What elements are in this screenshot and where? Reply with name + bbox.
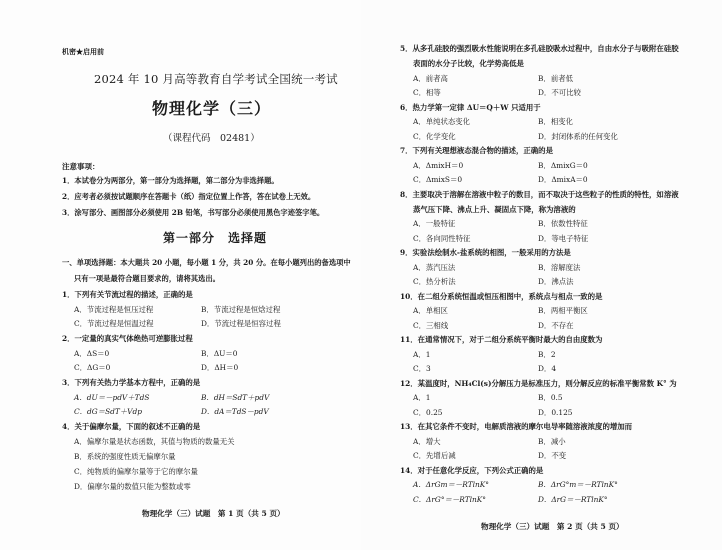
question-9-stem: 9．实验法绘制水-盐系统的相图，一般采用的方法是 [400, 248, 571, 257]
question-8-option-a: A．一般特征 [413, 219, 456, 228]
question-12-option-b: B．0.5 [538, 393, 563, 402]
question-14-stem: 14．对于任意化学反应，下列公式正确的是 [400, 466, 544, 475]
question-3-stem: 3．下列有关热力学基本方程中，正确的是 [62, 378, 201, 387]
question-1-option-b: B．节流过程是恒焓过程 [201, 305, 281, 314]
question-2-option-d: D．ΔH＝0 [201, 363, 239, 372]
question-5-option-a: A．前者高 [413, 74, 448, 83]
question-7-option-d: D．ΔmixA＝0 [538, 175, 588, 184]
question-9-option-c: C．热分析法 [413, 277, 456, 286]
question-3-option-a: A．dU＝－pdV＋TdS [74, 393, 150, 402]
note-1: 1．本试卷分为两部分，第一部分为选择题，第二部分为非选择题。 [62, 176, 279, 185]
question-1-option-d: D．节流过程是恒容过程 [201, 319, 281, 328]
question-13-option-a: A．增大 [413, 437, 441, 446]
question-11-stem: 11．在通常情况下，对于二组分系统平衡时最大的自由度数为 [400, 335, 603, 344]
question-8-option-c: C．各向同性特征 [413, 234, 471, 243]
question-14-option-c: C．ΔrG°＝－RTlnK° [413, 495, 487, 504]
question-8-stem-line-2: 蒸气压下降、沸点上升、凝固点下降，称为溶液的 [413, 205, 576, 214]
notes-heading: 注意事项： [62, 162, 100, 171]
question-2-option-a: A．ΔS＝0 [74, 349, 110, 358]
question-4-option-b: B．系统的强度性质无偏摩尔量 [74, 452, 176, 461]
question-11-option-d: D．4 [538, 364, 557, 373]
question-14-option-b: B．ΔrG°m＝－RTlnK° [538, 480, 618, 489]
question-11-option-b: B．2 [538, 350, 556, 359]
question-13-option-c: C．先增后减 [413, 451, 456, 460]
section-intro-line-1: 一、单项选择题：本大题共 20 小题，每小题 1 分，共 20 分。在每小题列出的备选项中 [62, 258, 351, 267]
question-3-option-b: B．dH＝SdT＋pdV [201, 393, 270, 402]
question-6-stem: 6．热力学第一定律 ΔU＝Q＋W 只适用于 [400, 103, 541, 112]
question-7-option-c: C．ΔmixS＝0 [413, 175, 463, 184]
question-12-option-a: A．1 [413, 393, 431, 402]
question-4-option-a: A．偏摩尔量是状态函数，其值与物质的数量无关 [74, 437, 235, 446]
question-5-stem-line-2: 表面的水分子比较，化学势高低是 [413, 59, 524, 68]
question-10-option-c: C．三相线 [413, 321, 449, 330]
page-1-footer: 物理化学（三）试题 第 1 页（共 5 页） [142, 509, 285, 518]
note-2: 2．应考者必须按试题顺序在答题卡（纸）指定位置上作答，答在试卷上无效。 [62, 192, 316, 201]
exam-title: 2024 年 10 月高等教育自学考试全国统一考试 [94, 72, 338, 86]
part-title: 第一部分 选择题 [163, 231, 268, 245]
question-13-stem: 13．在其它条件不变时，电解质溶液的摩尔电导率随溶液浓度的增加而 [400, 422, 633, 431]
question-2-stem: 2．一定量的真实气体绝热可逆膨胀过程 [62, 334, 193, 343]
note-3: 3．涂写部分、画图部分必须使用 2B 铅笔，书写部分必须使用黑色字迹签字笔。 [62, 208, 325, 217]
question-13-option-b: B．减小 [538, 437, 566, 446]
question-5-option-b: B．前者低 [538, 74, 573, 83]
question-2-option-b: B．ΔU＝0 [201, 349, 238, 358]
question-9-option-b: B．溶解度法 [538, 263, 581, 272]
question-10-option-b: B．两相平衡区 [538, 306, 588, 315]
question-5-stem-line-1: 5．从多孔硅胶的强烈吸水性能说明在多孔硅胶吸水过程中，自由水分子与吸附在硅胶 [400, 44, 679, 53]
question-11-option-c: C．3 [413, 364, 431, 373]
question-5-option-c: C．相等 [413, 88, 441, 97]
question-12-stem: 12．某温度时，NH₄Cl(s)分解压力是标准压力，则分解反应的标准平衡常数 K° 为 [400, 379, 677, 388]
question-6-option-c: C．化学变化 [413, 132, 456, 141]
question-7-option-a: A．ΔmixH＝0 [413, 161, 464, 170]
question-1-option-a: A．节流过程是恒压过程 [74, 305, 154, 314]
subject-title: 物理化学（三） [152, 99, 272, 118]
question-10-stem: 10．在二组分系统恒温或恒压相图中，系统点与相点一致的是 [400, 292, 603, 301]
question-7-option-b: B．ΔmixG＝0 [538, 161, 588, 170]
question-4-stem: 4．关于偏摩尔量，下面的叙述不正确的是 [62, 422, 201, 431]
question-12-option-c: C．0.25 [413, 408, 443, 417]
question-11-option-a: A．1 [413, 350, 431, 359]
question-1-option-c: C．节流过程是恒温过程 [74, 319, 154, 328]
question-2-option-c: C．ΔG＝0 [74, 363, 111, 372]
question-14-option-a: A．ΔrGm＝－RTlnK° [413, 480, 489, 489]
question-6-option-d: D．封闭体系的任何变化 [538, 132, 618, 141]
question-3-option-d: D．dA＝TdS－pdV [201, 407, 269, 416]
confidential-label: 机密★启用前 [62, 47, 104, 56]
question-9-option-a: A．蒸汽压法 [413, 263, 456, 272]
question-4-option-c: C．纯物质的偏摩尔量等于它的摩尔量 [74, 467, 198, 476]
question-6-option-b: B．相变化 [538, 117, 573, 126]
question-8-stem-line-1: 8．主要取决于溶解在溶液中粒子的数目，而不取决于这些粒子的性质的特性，如溶液 [400, 190, 679, 199]
question-3-option-c: C．dG＝SdT＋Vdp [74, 407, 142, 416]
question-10-option-d: D．不存在 [538, 321, 574, 330]
question-6-option-a: A．单纯状态变化 [413, 117, 471, 126]
question-8-option-d: D．等电子特征 [538, 234, 589, 243]
question-9-option-d: D．沸点法 [538, 277, 574, 286]
question-7-stem: 7．下列有关理想液态混合物的描述，正确的是 [400, 146, 553, 155]
course-code: （课程代码 02481） [163, 133, 260, 144]
question-5-option-d: D．不可比较 [538, 88, 581, 97]
question-12-option-d: D．0.125 [538, 408, 573, 417]
question-13-option-d: D．不变 [538, 451, 567, 460]
page-2-footer: 物理化学（三）试题 第 2 页（共 5 页） [481, 522, 624, 531]
question-10-option-a: A．单相区 [413, 306, 448, 315]
question-14-option-d: D．ΔrG＝－RTlnK° [538, 495, 608, 504]
question-4-option-d: D．偏摩尔量的数值只能为整数或零 [74, 482, 191, 491]
section-intro-line-2: 只有一项是最符合题目要求的，请将其选出。 [74, 274, 220, 283]
question-1-stem: 1．下列有关节流过程的描述，正确的是 [62, 290, 193, 299]
question-8-option-b: B．依数性特征 [538, 219, 588, 228]
